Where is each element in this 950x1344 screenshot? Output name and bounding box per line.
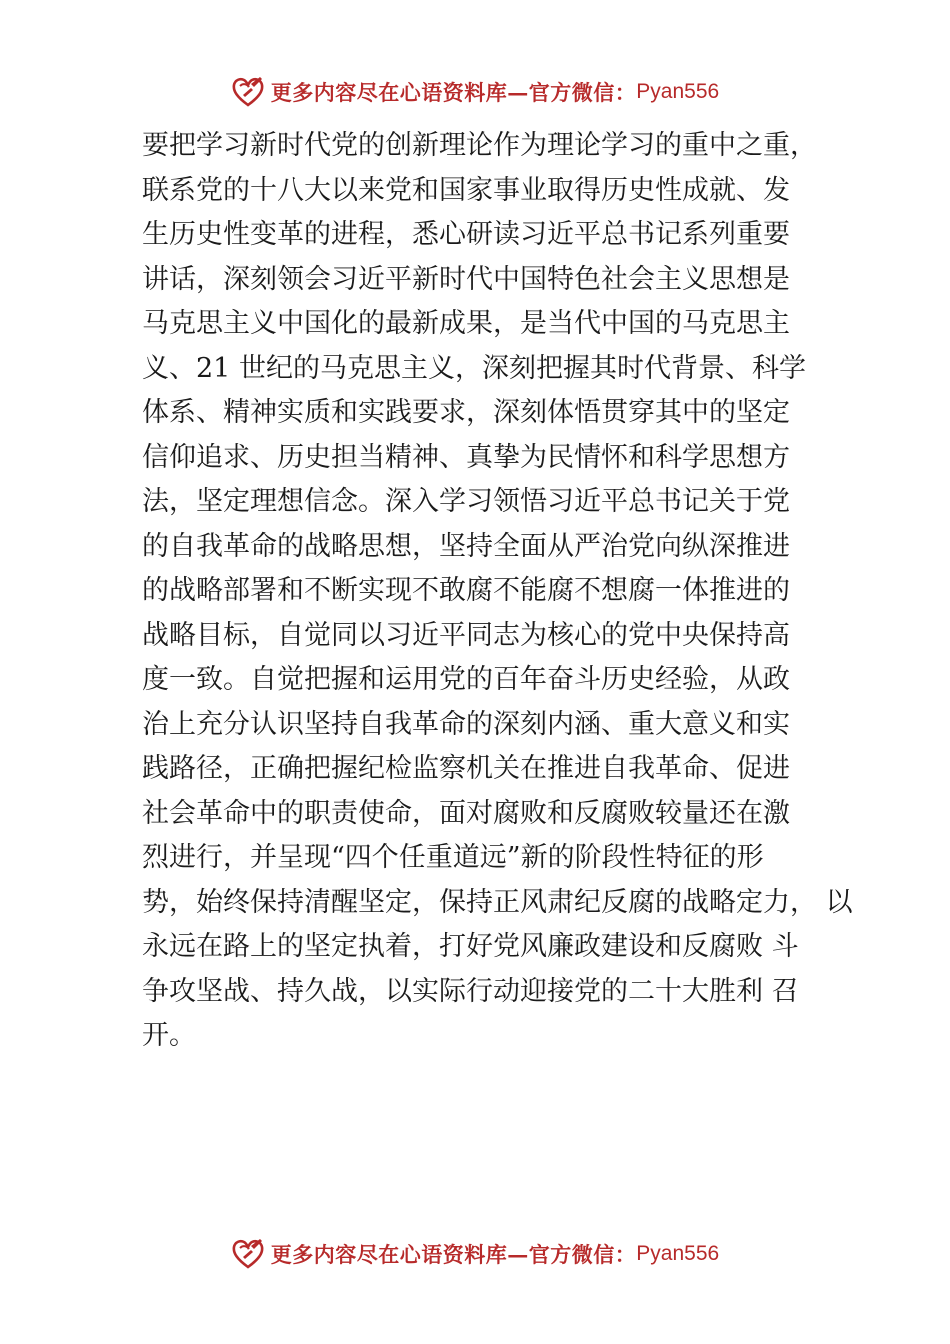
header-wechat-id: Pyan556 xyxy=(636,80,720,103)
body-line: 马克思主义中国化的最新成果，是当代中国的马克思主 xyxy=(142,308,790,339)
body-line: 法，坚定理想信念。深入学习领悟习近平总书记关于党 xyxy=(142,486,790,517)
header-banner xyxy=(0,72,950,112)
body-line: 开。 xyxy=(142,1020,196,1051)
body-line: 社会革命中的职责使命，面对腐败和反腐败较量还在激 xyxy=(142,797,790,829)
footer-banner-text: 更多内容尽在心语资料库—官方微信： xyxy=(270,1242,637,1267)
body-line: 义、21 世纪的马克思主义，深刻把握其时代背景、科学 xyxy=(142,352,806,384)
footer-banner xyxy=(0,1234,950,1274)
footer-wechat-id: Pyan556 xyxy=(636,1242,720,1265)
body-line: 讲话，深刻领会习近平新时代中国特色社会主义思想是 xyxy=(142,263,790,295)
header-banner-text: 更多内容尽在心语资料库—官方微信： xyxy=(270,80,637,105)
body-line: 烈进行，并呈现“四个任重道远”新的阶段性特征的形 xyxy=(142,842,764,873)
body-line: 体系、精神实质和实践要求，深刻体悟贯穿其中的坚定 xyxy=(142,397,790,428)
body-line: 势，始终保持清醒坚定，保持正风肃纪反腐的战略定力， 以 xyxy=(142,886,853,918)
body-line: 信仰追求、历史担当精神、真挚为民情怀和科学思想方 xyxy=(142,441,790,473)
footer-banner-content xyxy=(231,1237,719,1271)
heart-pen-logo-icon xyxy=(231,75,265,109)
body-line: 生历史性变革的进程，悉心研读习近平总书记系列重要 xyxy=(142,219,790,250)
body-line: 永远在路上的坚定执着，打好党风廉政建设和反腐败 斗 xyxy=(142,931,799,962)
body-line: 的战略部署和不断实现不敢腐不能腐不想腐一体推进的 xyxy=(142,575,790,606)
body-line: 的自我革命的战略思想，坚持全面从严治党向纵深推进 xyxy=(142,530,790,562)
heart-pen-logo-icon xyxy=(231,1237,265,1271)
body-line: 战略目标，自觉同以习近平同志为核心的党中央保持高 xyxy=(142,619,790,651)
body-line: 践路径，正确把握纪检监察机关在推进自我革命、促进 xyxy=(142,753,790,784)
document-body xyxy=(142,124,853,1059)
header-banner-content xyxy=(231,75,719,109)
body-line: 要把学习新时代党的创新理论作为理论学习的重中之重， xyxy=(142,130,817,161)
body-line: 争攻坚战、持久战，以实际行动迎接党的二十大胜利 召 xyxy=(142,975,799,1007)
body-line: 联系党的十八大以来党和国家事业取得历史性成就、发 xyxy=(142,174,790,206)
body-line: 度一致。自觉把握和运用党的百年奋斗历史经验，从政 xyxy=(142,664,790,695)
body-line: 治上充分认识坚持自我革命的深刻内涵、重大意义和实 xyxy=(142,708,790,740)
